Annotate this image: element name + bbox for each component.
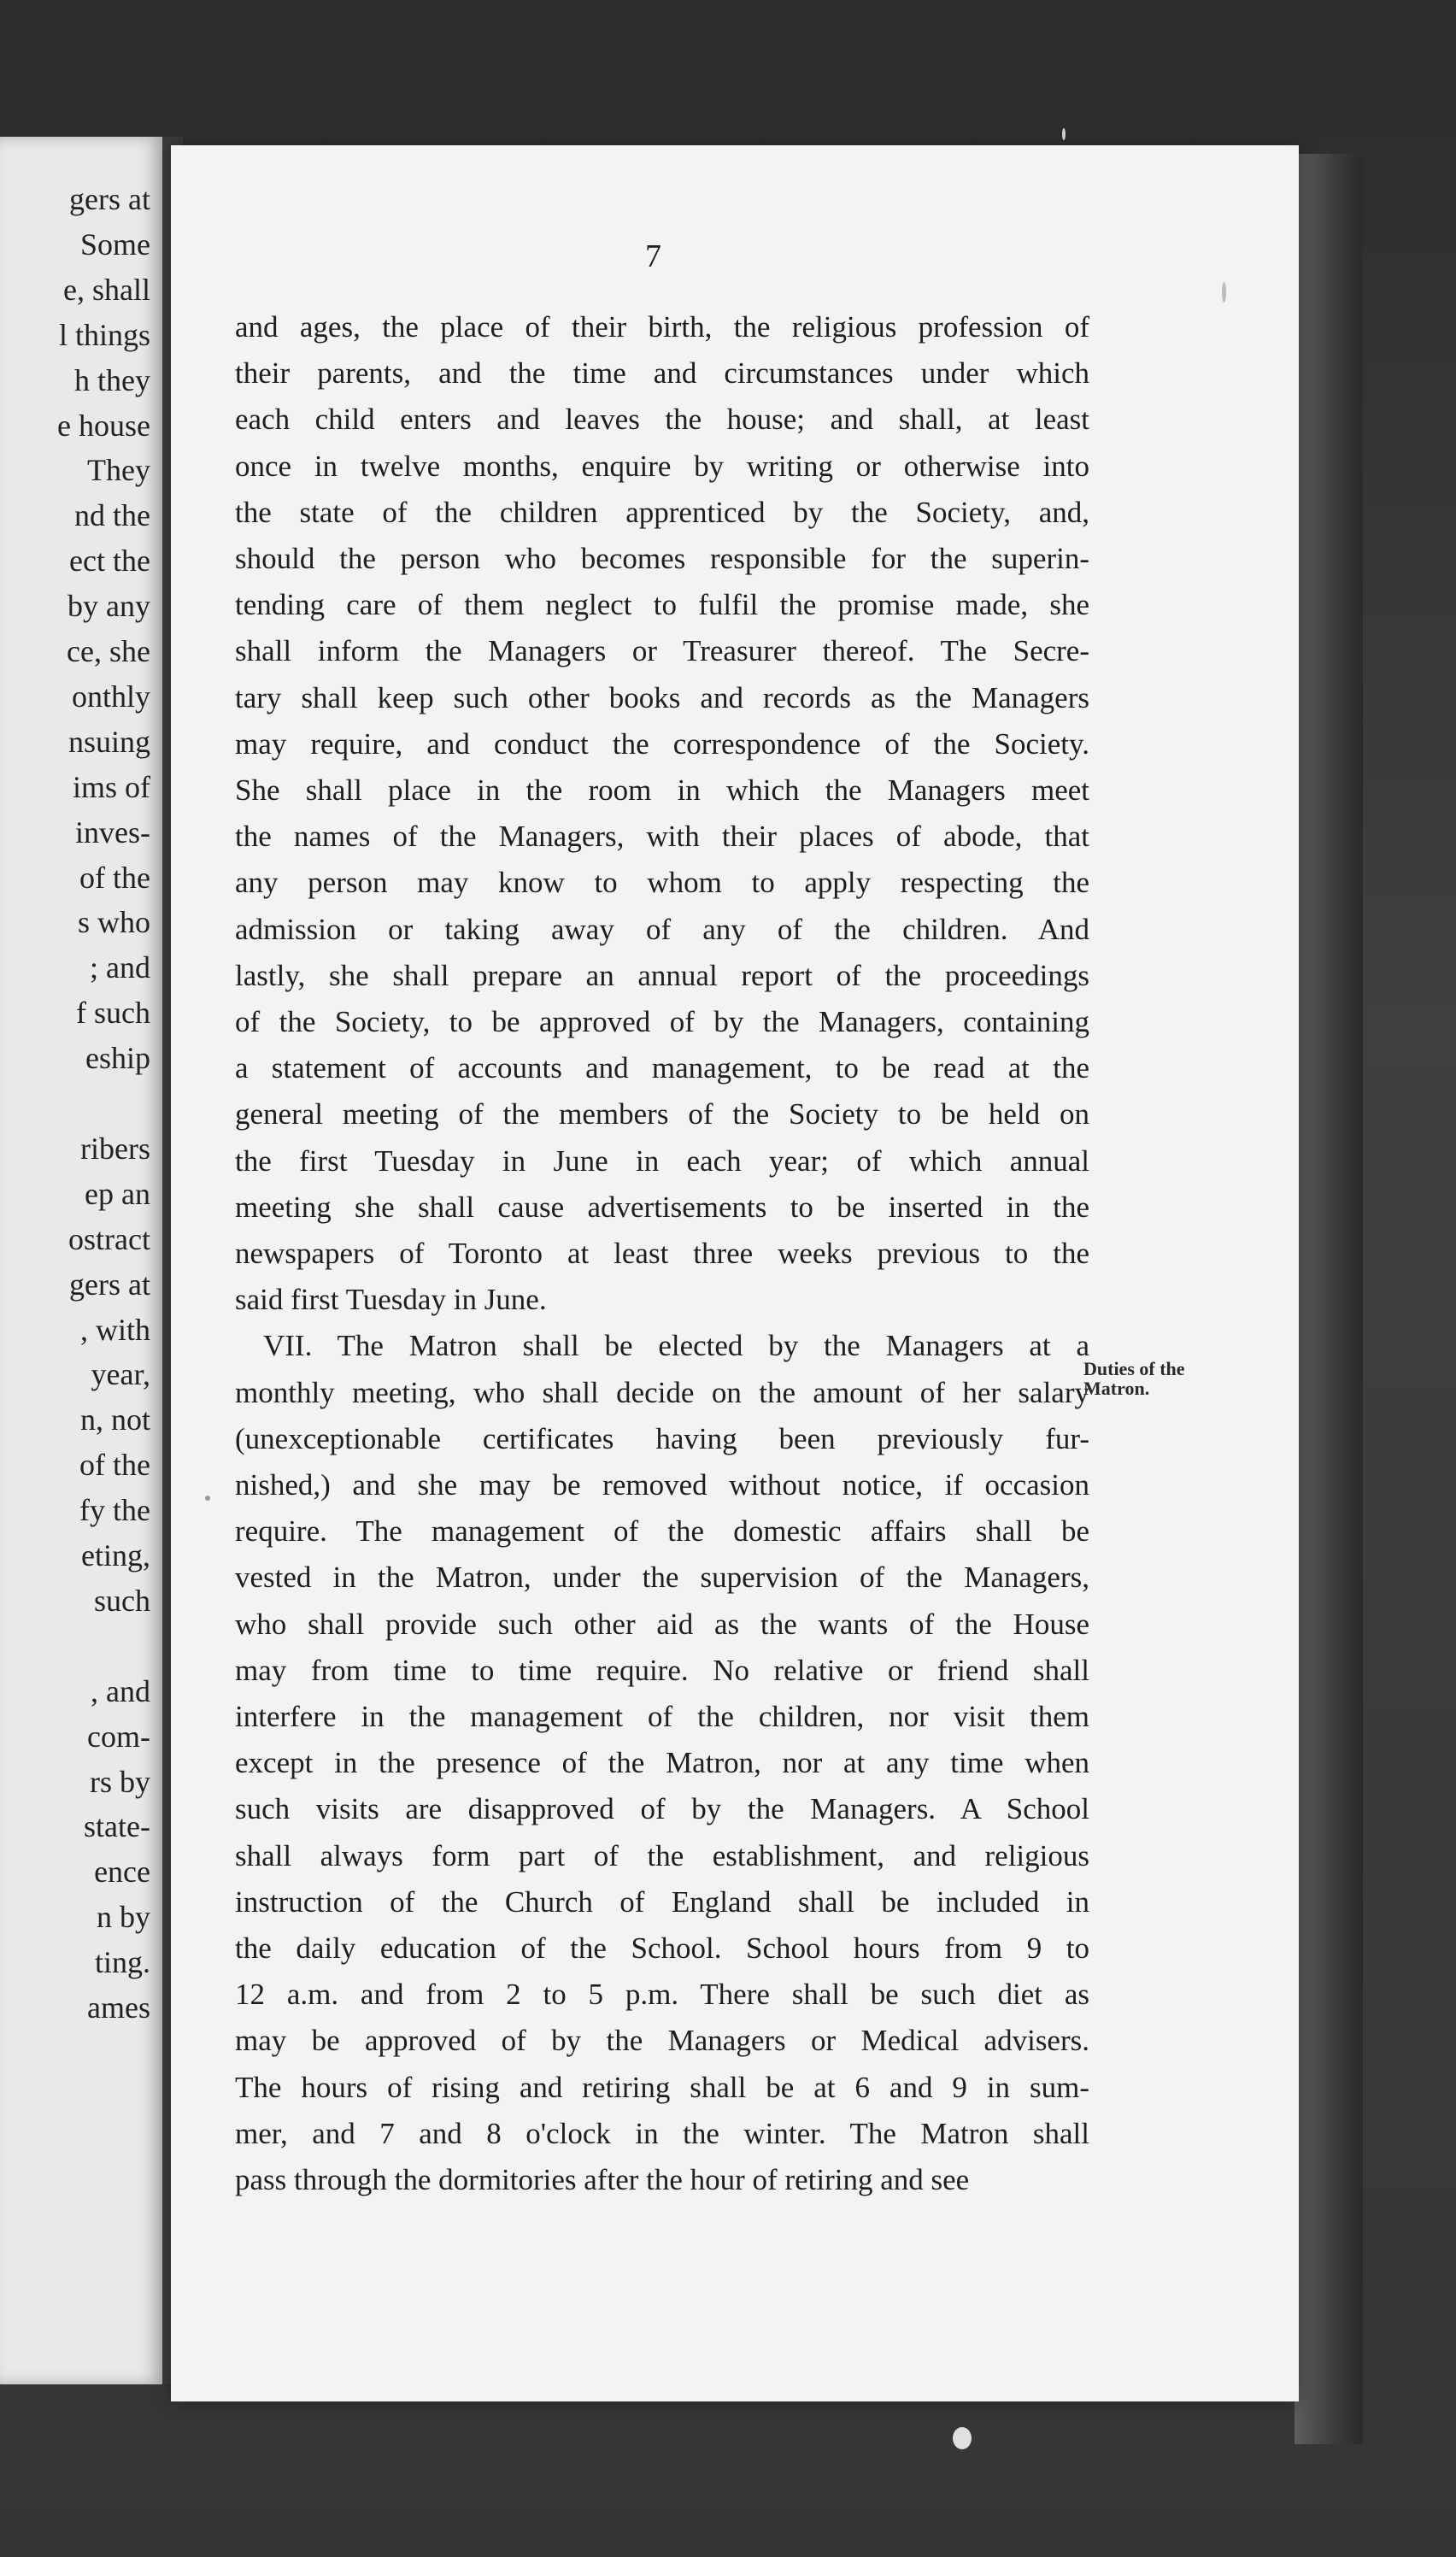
left-page-text-fragment: ; and — [90, 950, 150, 985]
body-text-line: each child enters and leaves the house; and shall, at least — [235, 403, 1089, 437]
left-page-text-fragment: gers at — [69, 182, 150, 216]
dust-speck — [953, 2427, 972, 2449]
left-page-text-fragment: n, not — [79, 1402, 150, 1437]
body-text-line: newspapers of Toronto at least three weeks previous to the — [235, 1237, 1089, 1270]
body-text-line: should the person who becomes responsible for the superin- — [235, 542, 1089, 575]
left-page-text-fragment: They — [87, 453, 150, 488]
main-page — [171, 145, 1299, 2401]
body-text-line: admission or taking away of any of the children. And — [235, 912, 1089, 946]
page-edge-shadow — [1295, 154, 1363, 2444]
body-text-line: the first Tuesday in June in each year; of which annual — [235, 1143, 1089, 1178]
left-page-text-fragment: , with — [79, 1312, 150, 1347]
body-text-line: tending care of them neglect to fulfil the promise made, she — [235, 588, 1089, 622]
left-page-text-fragment: ce, she — [67, 634, 150, 668]
body-text-line: instruction of the Church of England shall be included in — [235, 1884, 1089, 1919]
body-text-line: the state of the children apprenticed by the Society, and, — [235, 495, 1089, 529]
left-page-text-fragment: gers at — [69, 1267, 150, 1302]
body-text-line: except in the presence of the Matron, nor at any time when — [235, 1746, 1089, 1780]
left-page-text-fragment: eting, — [81, 1538, 150, 1572]
left-page-text-fragment: by any — [68, 589, 150, 624]
left-page-text-fragment: state- — [84, 1809, 150, 1844]
body-text-line: vested in the Matron, under the supervision of the Managers, — [235, 1561, 1089, 1595]
left-page-text-fragment: ims of — [72, 769, 150, 804]
left-page-text-fragment: ence — [94, 1855, 150, 1890]
left-page-text-fragment: f such — [76, 996, 150, 1031]
body-text-line: once in twelve months, enquire by writing or otherwise into — [235, 449, 1089, 483]
body-text-line: She shall place in the room in which the Managers meet — [235, 773, 1089, 807]
left-page-text-fragment: eship — [85, 1041, 150, 1076]
left-page-text-fragment: nsuing — [68, 724, 150, 759]
left-page-text-fragment: of the — [79, 860, 150, 895]
left-page-text-fragment: ep an — [85, 1176, 150, 1211]
margin-note-line: Matron. — [1083, 1378, 1150, 1400]
body-text-line: pass through the dormitories after the hour of retiring and see — [235, 2163, 970, 2196]
body-text-line: may from time to time require. No relative or friend shall — [235, 1653, 1089, 1687]
left-page-text-fragment: year, — [91, 1357, 150, 1392]
body-text-line: any person may know to whom to apply respecting the — [235, 866, 1089, 900]
left-page-text-fragment: inves- — [75, 814, 150, 849]
body-text-line: 12 a.m. and from 2 to 5 p.m. There shall be such diet as — [235, 1978, 1089, 2012]
left-page-text-fragment: rs by — [90, 1764, 150, 1799]
left-page-text-fragment: n by — [97, 1900, 150, 1935]
left-page-text-fragment: h they — [74, 362, 150, 397]
body-text-line: VII. The Matron shall be elected by the Managers at a — [263, 1329, 1089, 1363]
body-text-line: lastly, she shall prepare an annual report of the proceedings — [235, 958, 1089, 992]
left-page-text-fragment: ames — [87, 1990, 150, 2025]
left-page-text-fragment: com- — [87, 1719, 150, 1754]
body-text-line: such visits are disapproved of by the Managers. A School — [235, 1792, 1089, 1826]
body-text-line: may require, and conduct the correspondence of the Society. — [235, 726, 1089, 761]
body-text-line: nished,) and she may be removed without notice, if occasion — [235, 1468, 1089, 1502]
left-page-text-fragment: ect the — [69, 544, 150, 579]
body-text-line: meeting she shall cause advertisements to be inserted in the — [235, 1190, 1089, 1224]
body-text-line: shall always form part of the establishment, and religious — [235, 1838, 1089, 1872]
left-facing-page — [0, 137, 162, 2384]
body-text-line: monthly meeting, who shall decide on the amount of her salary — [235, 1375, 1089, 1409]
page-number: 7 — [645, 238, 661, 274]
left-page-text-fragment: e house — [57, 408, 150, 443]
body-text-line: of the Society, to be approved of by the Managers, containing — [235, 1005, 1089, 1038]
left-page-text-fragment: ostract — [68, 1221, 150, 1256]
left-page-text-fragment: l things — [58, 317, 150, 352]
left-page-text-fragment: of the — [79, 1448, 150, 1483]
left-page-text-fragment: Some — [79, 226, 150, 262]
left-page-text-fragment: e, shall — [63, 272, 150, 307]
body-text-line: and ages, the place of their birth, the religious profession of — [235, 310, 1089, 344]
left-page-text-fragment: such — [94, 1583, 150, 1618]
margin-note — [1083, 1359, 1185, 1398]
left-page-text-fragment: , and — [91, 1673, 150, 1708]
body-text-line: require. The management of the domestic affairs shall be — [235, 1514, 1089, 1549]
margin-note-line: Duties of the — [1083, 1358, 1185, 1379]
left-page-text-fragment: s who — [77, 905, 150, 940]
body-text-line: a statement of accounts and management, to be read at the — [235, 1051, 1089, 1085]
body-text-line: interfere in the management of the children, nor visit them — [235, 1700, 1089, 1733]
dust-speck — [1062, 128, 1066, 140]
dust-speck — [205, 1496, 210, 1501]
body-text-line: may be approved of by the Managers or Medical advisers. — [235, 2024, 1089, 2058]
left-page-text-fragment: ting. — [94, 1945, 150, 1980]
body-text-line: who shall provide such other aid as the wants of the House — [235, 1607, 1089, 1641]
left-page-text-fragment: nd the — [74, 498, 150, 533]
body-text-line: shall inform the Managers or Treasurer thereof. The Secre- — [235, 634, 1089, 668]
left-page-text-fragment: onthly — [71, 679, 150, 714]
dust-speck — [1222, 282, 1226, 303]
body-text-line: the daily education of the School. School hours from 9 to — [235, 1931, 1089, 1965]
body-text-line: their parents, and the time and circumstances under which — [235, 356, 1089, 391]
left-page-text-fragment: fy the — [79, 1493, 150, 1528]
body-text-line: tary shall keep such other books and records as the Managers — [235, 680, 1089, 714]
body-text-line: (unexceptionable certificates having been previously fur- — [235, 1421, 1089, 1455]
body-text-line: mer, and 7 and 8 o'clock in the winter. The Matron shall — [235, 2116, 1089, 2150]
body-text-line: the names of the Managers, with their places of abode, that — [235, 820, 1089, 854]
left-page-text-fragment: ribers — [80, 1131, 150, 1166]
body-text-line: said first Tuesday in June. — [235, 1283, 547, 1317]
body-text-line: The hours of rising and retiring shall be at 6 and 9 in sum- — [235, 2070, 1089, 2104]
body-text-line: general meeting of the members of the Society to be held on — [235, 1097, 1089, 1132]
